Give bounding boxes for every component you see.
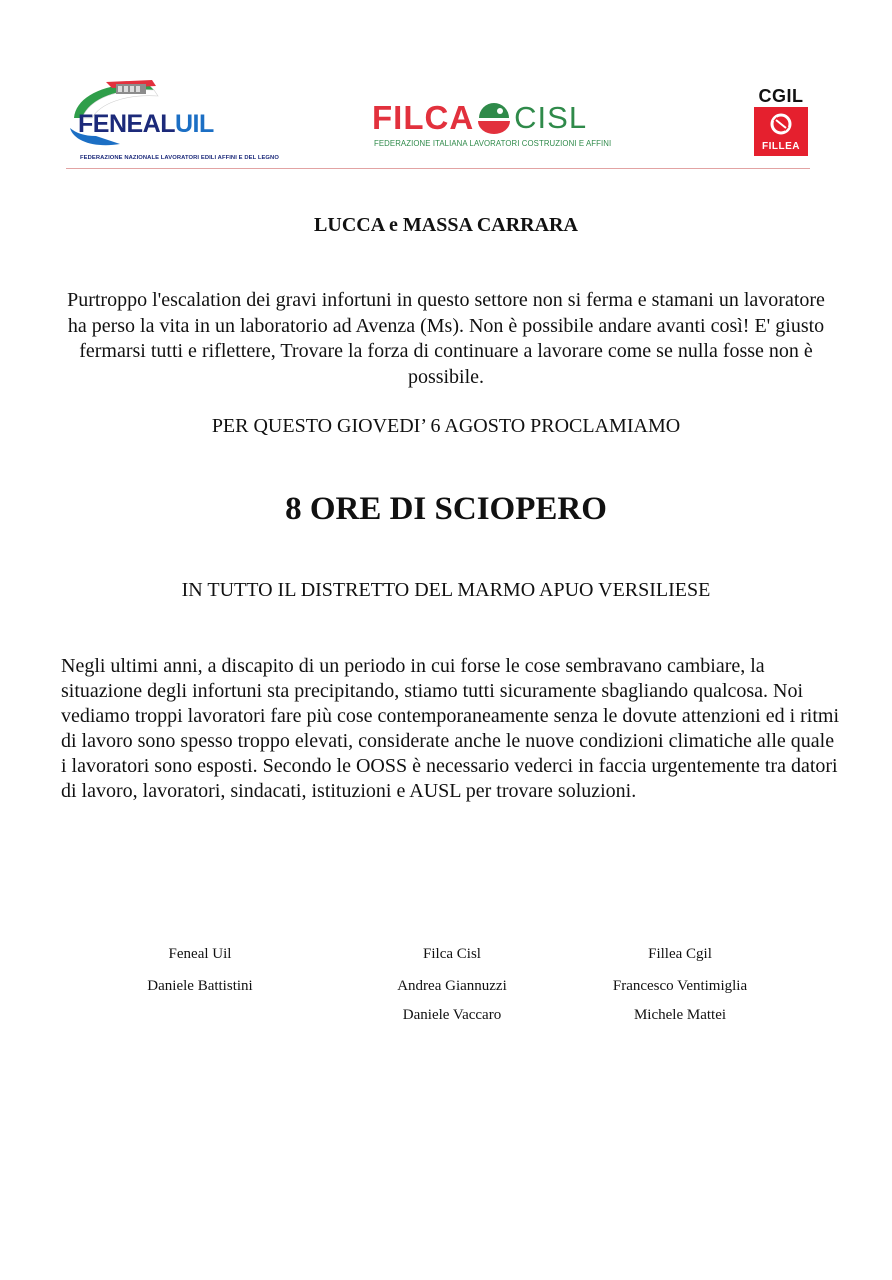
signature-org-feneal: Feneal Uil	[168, 946, 232, 962]
cgil-fillea-logo-icon	[767, 111, 795, 139]
signature-name: Andrea Giannuzzi	[397, 978, 507, 994]
fillea-red-box	[754, 107, 808, 156]
cisl-wordmark: CISL	[514, 100, 588, 135]
signature-name: Francesco Ventimiglia	[612, 978, 748, 994]
signature-name: Daniele Vaccaro	[402, 1007, 502, 1023]
feneal-uil-logo	[66, 78, 279, 168]
location-heading: LUCCA e MASSA CARRARA	[314, 214, 578, 236]
signature-org-fillea: Fillea Cgil	[648, 946, 712, 962]
letterhead	[0, 0, 892, 175]
proclamation-line: PER QUESTO GIOVEDI’ 6 AGOSTO PROCLAMIAMO	[211, 415, 681, 437]
signature-name: Daniele Battistini	[147, 978, 253, 994]
filca-cisl-logo	[372, 99, 612, 152]
cgil-wordmark: CGIL	[758, 86, 804, 106]
filca-wordmark: FILCA	[372, 99, 475, 136]
feneal-uil-subtitle: FEDERAZIONE NAZIONALE LAVORATORI EDILI AFFINI E DEL LEGNO	[80, 155, 279, 161]
body-paragraph: Negli ultimi anni, a discapito di un periodo in cui forse le cose sembravano cambiare, la situazione degli infortuni sta precipitando, stiamo tutti sicuramente sbagliando qualcosa. Noi vediamo troppi lavoratori fare più cose contemporaneamente senza le dovute attenzioni ed i ritmi di lavoro sono spesso troppo elevati, considerate anche le nuove condizioni climatiche alle quale i lavoratori sono esposti. Secondo le OOSS è necessario vederci in faccia urgentemente tra datori di lavoro, lavoratori, sindacati, istituzioni e AUSL per trovare soluzioni.	[61, 655, 840, 802]
signature-name: Michele Mattei	[633, 1007, 727, 1023]
header-divider	[66, 168, 810, 169]
filca-cisl-subtitle: FEDERAZIONE ITALIANA LAVORATORI COSTRUZIONI E AFFINI	[374, 139, 612, 148]
feneal-uil-wordmark: FENEALUIL	[78, 110, 214, 138]
intro-paragraph: Purtroppo l'escalation dei gravi infortuni in questo settore non si ferma e stamani un lavoratore ha perso la vita in un laboratorio ad Avenza (Ms). Non è possibile andare avanti così! E' giusto fermarsi tutti e riflettere, Trovare la forza di continuare a lavorare come se nulla fosse non è possibile.	[67, 289, 825, 388]
strike-headline: 8 ORE DI SCIOPERO	[285, 491, 607, 527]
district-line: IN TUTTO IL DISTRETTO DEL MARMO APUO VERSILIESE	[181, 579, 711, 601]
cgil-fillea-logo	[752, 86, 810, 158]
filca-cisl-logo-icon	[476, 101, 512, 135]
signature-org-filca: Filca Cisl	[423, 946, 481, 962]
fillea-wordmark: FILLEA	[762, 141, 800, 152]
